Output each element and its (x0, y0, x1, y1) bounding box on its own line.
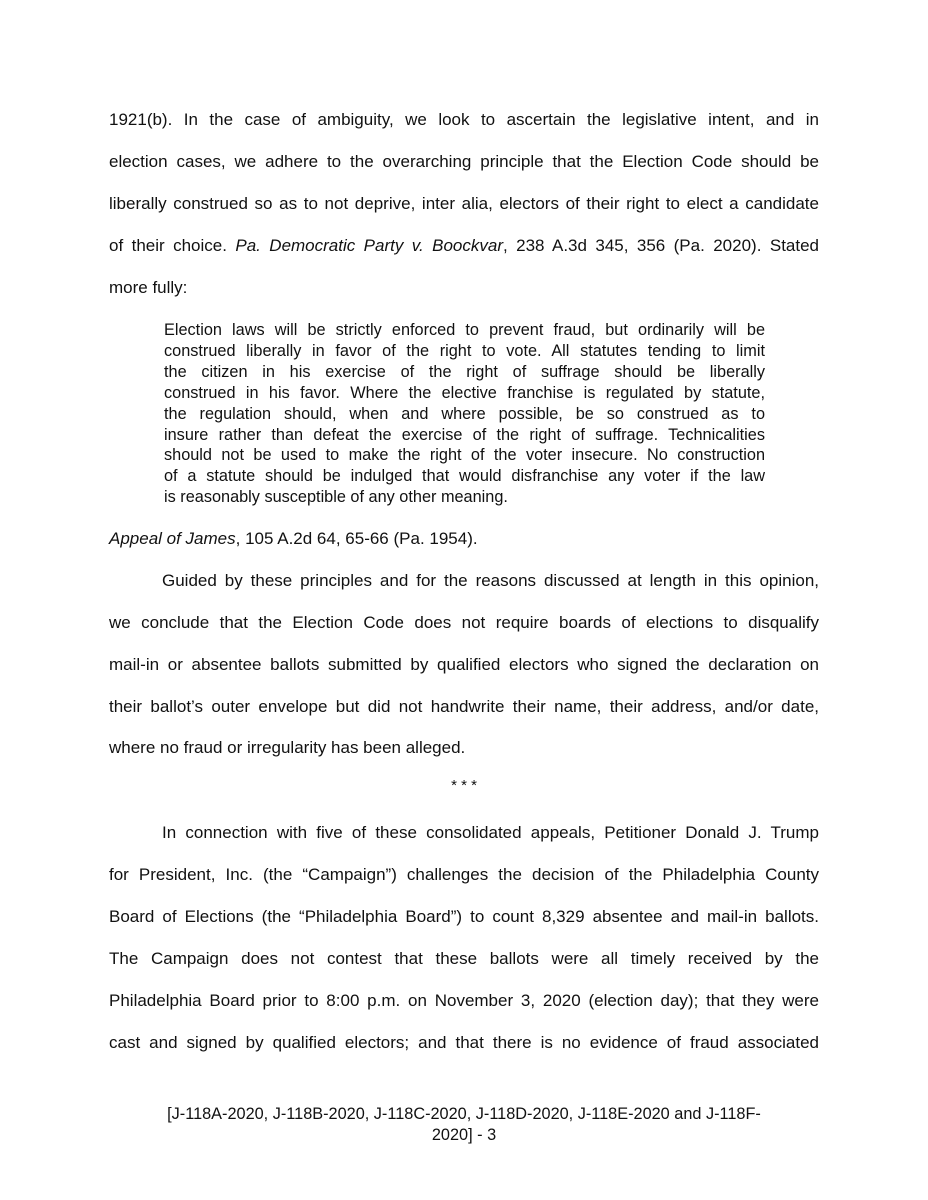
body-text-line: Philadelphia Board prior to 8:00 p.m. on November 3, 2020 (election day); that they were (109, 991, 819, 1010)
quote-line: construed in his favor. Where the elective franchise is regulated by statute, (164, 383, 765, 402)
quote-line: the regulation should, when and where possible, be so construed as to (164, 404, 765, 423)
page-footer (0, 1104, 928, 1146)
page-number: 2020] - 3 (431, 1126, 497, 1144)
body-text-line (109, 235, 819, 257)
quote-line: Election laws will be strictly enforced to prevent fraud, but ordinarily will be (164, 321, 765, 339)
citation-line (109, 528, 819, 550)
quote-line: the citizen in his exercise of the right of suffrage should be liberally (164, 362, 765, 381)
body-text-line: more fully: (109, 278, 188, 297)
body-text-line: their ballot’s outer envelope but did not handwrite their name, their address, and/or date, (109, 697, 819, 716)
case-citation: Pa. Democratic Party v. Boockvar (235, 236, 503, 255)
body-text-line: liberally construed so as to not deprive, inter alia, electors of their right to elect a candidate (109, 194, 819, 213)
body-text: of their choice. (109, 236, 236, 255)
quote-line: insure rather than defeat the exercise of the right of suffrage. Technicalities (164, 425, 765, 444)
quote-line: should not be used to make the right of the voter insecure. No construction (164, 446, 765, 465)
body-text: , 238 A.3d 345, 356 (Pa. 2020). Stated (503, 236, 819, 255)
section-separator: * * * (451, 777, 477, 794)
block-quote (164, 320, 765, 508)
body-text-line: Guided by these principles and for the reasons discussed at length in this opinion, (162, 571, 819, 590)
body-text-line: we conclude that the Election Code does not require boards of elections to disqualify (109, 613, 819, 632)
body-text-line: 1921(b). In the case of ambiguity, we look to ascertain the legislative intent, and in (109, 110, 819, 129)
footer-line: [J-118A-2020, J-118B-2020, J-118C-2020, J-118D-2020, J-118E-2020 and J-118F- (167, 1105, 761, 1123)
body-text-line: In connection with five of these consolidated appeals, Petitioner Donald J. Trump (162, 823, 819, 842)
body-text-line: Board of Elections (the “Philadelphia Board”) to count 8,329 absentee and mail-in ballots. (109, 907, 819, 926)
citation-text: , 105 A.2d 64, 65-66 (Pa. 1954). (235, 529, 478, 548)
case-citation: Appeal of James (109, 529, 236, 548)
quote-line: of a statute should be indulged that would disfranchise any voter if the law (164, 467, 765, 486)
quote-line: is reasonably susceptible of any other meaning. (164, 488, 508, 507)
body-text-line: The Campaign does not contest that these ballots were all timely received by the (109, 949, 819, 968)
body-text-line: election cases, we adhere to the overarching principle that the Election Code should be (109, 152, 819, 171)
body-text-line: mail-in or absentee ballots submitted by qualified electors who signed the declaration on (109, 655, 819, 674)
body-text-line: for President, Inc. (the “Campaign”) challenges the decision of the Philadelphia County (109, 865, 819, 884)
body-text-line: where no fraud or irregularity has been alleged. (109, 738, 466, 757)
quote-line: construed liberally in favor of the right to vote. All statutes tending to limit (164, 341, 765, 360)
body-text-line: cast and signed by qualified electors; and that there is no evidence of fraud associated (109, 1033, 819, 1052)
